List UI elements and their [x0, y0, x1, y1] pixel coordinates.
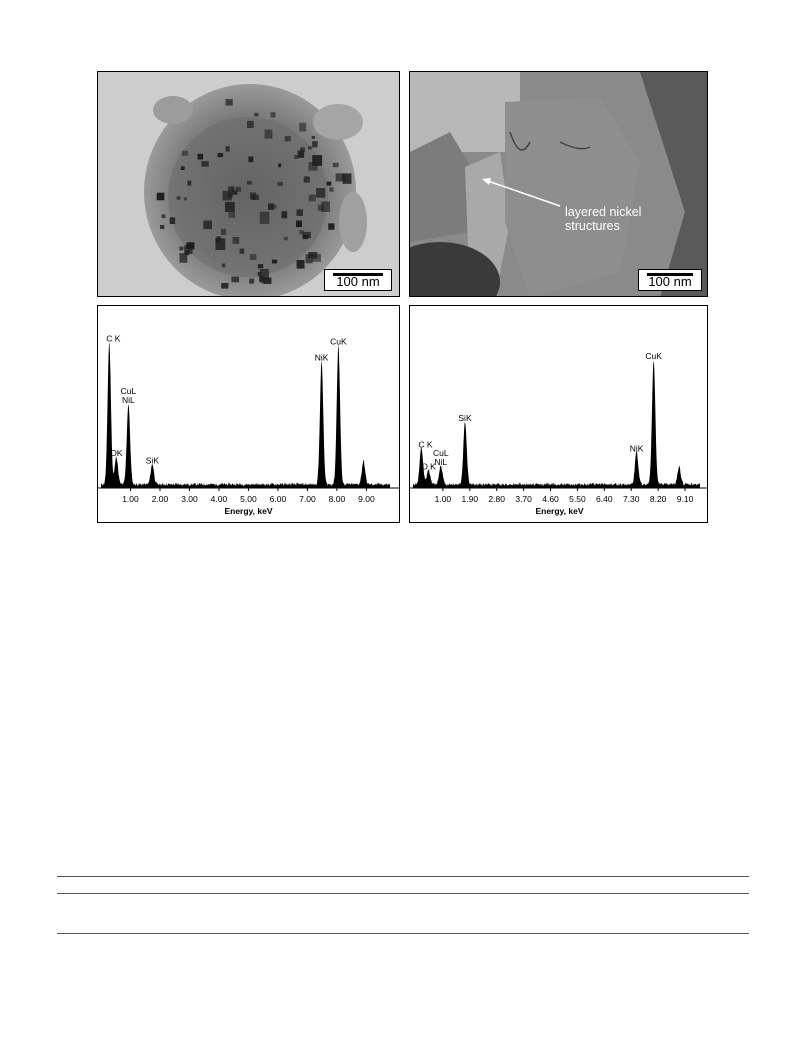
nanoparticle: [299, 123, 306, 132]
nanoparticle: [254, 113, 258, 116]
scale-bar-right: [638, 269, 702, 291]
nanoparticle: [249, 279, 254, 284]
nanoparticle: [282, 211, 288, 218]
nanoparticle: [294, 155, 299, 159]
peak-label: C K: [106, 333, 121, 344]
scale-bar-label: 100 nm: [648, 274, 692, 289]
nanoparticle: [233, 237, 240, 244]
nanoparticle: [182, 151, 188, 156]
peak-label: CuL: [433, 447, 449, 458]
nanoparticle: [228, 186, 234, 191]
nanoparticle: [278, 164, 281, 168]
peak-label: NiL: [434, 456, 448, 467]
nanoparticle: [177, 196, 181, 199]
nanoparticle: [258, 264, 263, 268]
nanoparticle: [285, 136, 291, 141]
edx-chart-left: [98, 306, 400, 523]
nanoparticle: [272, 205, 276, 209]
peak-label: C K: [418, 439, 433, 450]
x-tick-label: 5.00: [240, 494, 257, 504]
nanoparticle: [203, 221, 212, 230]
nanoparticle: [240, 249, 245, 254]
peak-label: O K: [421, 461, 436, 472]
peak-label: SiK: [458, 412, 472, 423]
nanoparticle: [312, 136, 315, 139]
edx-spectrum-left: [97, 305, 400, 523]
table-bottom-rule: [57, 933, 749, 934]
edx-chart-right: [410, 306, 708, 523]
nanoparticle: [222, 264, 225, 268]
x-tick-label: 1.00: [434, 494, 452, 504]
x-tick-label: 4.00: [210, 494, 228, 504]
nanoparticle: [247, 181, 252, 185]
nanoparticle: [170, 217, 175, 224]
annotation-text: [565, 205, 641, 233]
tem-micrograph-right: [409, 71, 708, 297]
nanoparticle: [198, 154, 204, 160]
nanoparticle: [218, 153, 224, 157]
x-tick-label: 1.90: [461, 494, 479, 504]
nanoparticle: [221, 229, 226, 235]
tem-left-image: [98, 72, 400, 297]
tem-right-image: [410, 72, 708, 297]
nanoparticle: [277, 182, 283, 186]
nanoparticle: [250, 254, 257, 260]
nanoparticle: [226, 146, 230, 151]
nanoparticle: [297, 260, 305, 269]
peak-label: NiL: [122, 395, 135, 406]
x-tick-label: 8.20: [649, 494, 667, 504]
edx-spectrum-right: [409, 305, 708, 523]
nanoparticle: [162, 214, 166, 218]
nanoparticle: [336, 173, 346, 181]
peak-label: CuK: [330, 336, 347, 347]
nanoparticle: [250, 193, 256, 200]
x-tick-label: 1.00: [122, 494, 139, 504]
nanoparticle: [185, 250, 189, 255]
peak-label: CuK: [645, 351, 662, 362]
nanoparticle: [201, 161, 208, 167]
nanoparticle: [312, 141, 318, 147]
x-tick-label: 6.00: [269, 494, 287, 504]
nanoparticle: [318, 205, 324, 211]
nanoparticle: [296, 221, 302, 228]
x-tick-label: 7.00: [299, 494, 316, 504]
peak-label: NiK: [629, 443, 644, 454]
nanoparticle: [225, 202, 235, 212]
nanoparticle: [187, 181, 191, 186]
annotation-line-1: layered nickel: [565, 205, 642, 219]
peak-label: NiK: [314, 352, 329, 363]
x-tick-label: 8.00: [328, 494, 346, 504]
x-tick-label: 2.00: [151, 494, 169, 504]
nanoparticle: [333, 163, 339, 167]
nanoparticle: [179, 247, 183, 251]
scale-bar-label: 100 nm: [336, 274, 380, 289]
nanoparticle: [309, 162, 318, 171]
annotation-line-2: structures: [565, 219, 620, 233]
nanoparticle: [328, 223, 334, 229]
peak-label: CuL: [120, 386, 137, 397]
nanoparticle: [304, 177, 310, 183]
x-tick-label: 2.80: [488, 494, 505, 504]
nanoparticle: [284, 237, 288, 240]
nanoparticle: [272, 260, 277, 264]
peak-label: OK: [110, 448, 123, 459]
nanoparticle: [184, 197, 187, 200]
nanoparticle: [248, 157, 253, 163]
nanoparticle: [309, 195, 316, 202]
table-header-rule: [57, 893, 749, 894]
nanoparticle: [216, 238, 226, 250]
nanoparticle: [271, 112, 276, 117]
x-axis-label: Energy, keV: [224, 506, 273, 516]
nanoparticle: [327, 182, 332, 186]
nanoparticle: [316, 188, 325, 198]
table-top-rule: [57, 876, 749, 877]
nanoparticle: [160, 225, 164, 229]
nanoparticle: [247, 121, 254, 128]
nanoparticle: [221, 283, 228, 289]
nanoparticle: [260, 212, 270, 224]
nanoparticle: [229, 212, 236, 218]
nanoparticle: [303, 232, 311, 238]
nanoparticle: [308, 146, 312, 149]
x-tick-label: 3.70: [515, 494, 532, 504]
nanoparticle: [231, 277, 239, 283]
nanoparticle: [297, 209, 304, 216]
nanoparticle: [329, 187, 333, 192]
x-axis-label: Energy, keV: [535, 506, 584, 516]
scale-bar-left: [324, 269, 392, 291]
nanoparticle: [265, 130, 273, 139]
nanoparticle: [264, 278, 272, 284]
spectrum-area: [101, 343, 390, 488]
x-tick-label: 9.10: [676, 494, 694, 504]
peak-label: SiK: [145, 455, 159, 466]
nanoparticle: [306, 254, 313, 263]
x-tick-label: 3.00: [181, 494, 198, 504]
spectrum-area: [413, 361, 700, 488]
x-tick-label: 7.30: [622, 494, 640, 504]
nanoparticle: [181, 166, 185, 170]
x-tick-label: 5.50: [569, 494, 586, 504]
nanoparticle: [226, 99, 233, 106]
tem-micrograph-left: [97, 71, 400, 297]
nanoparticle: [157, 193, 165, 201]
x-tick-label: 9.00: [358, 494, 375, 504]
x-tick-label: 6.40: [596, 494, 613, 504]
x-tick-label: 4.60: [542, 494, 559, 504]
